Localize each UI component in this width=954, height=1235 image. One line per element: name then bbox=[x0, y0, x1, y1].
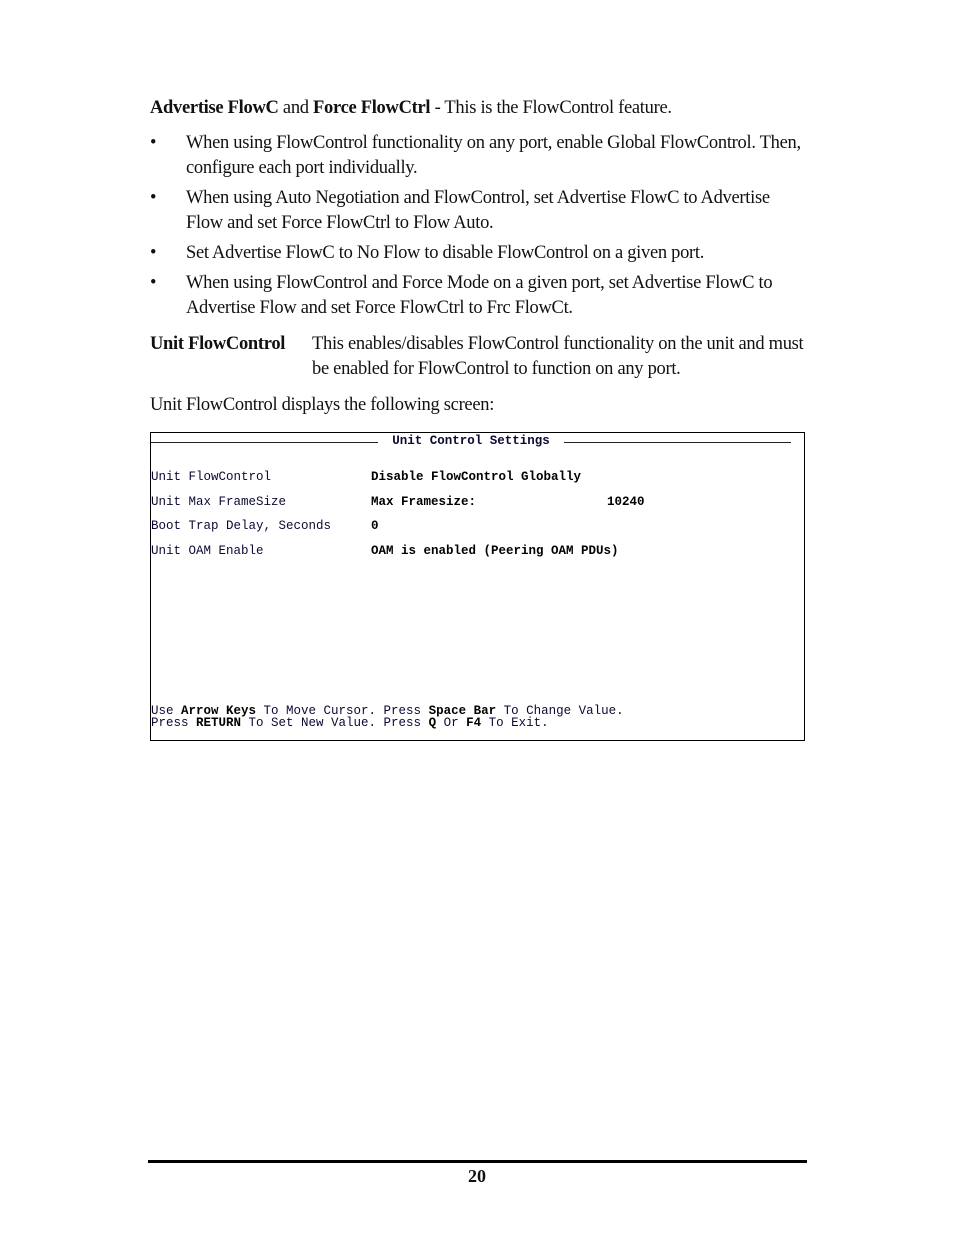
help-text: To Exit. bbox=[481, 716, 549, 730]
list-item bbox=[150, 271, 805, 321]
term-advertise-flowc: Advertise FlowC bbox=[150, 98, 279, 118]
page-number: 20 bbox=[468, 1166, 486, 1186]
setting-value: Max Framesize: bbox=[371, 495, 477, 509]
setting-label: Boot Trap Delay, Seconds bbox=[151, 519, 332, 533]
help-key: Arrow Keys bbox=[181, 704, 257, 718]
definition-term: Unit FlowControl bbox=[150, 334, 286, 354]
bullet-text: Set Advertise FlowC to No Flow to disable FlowControl on a given port. bbox=[186, 243, 705, 263]
help-text: Press bbox=[151, 716, 197, 730]
setting-label: Unit Max FrameSize bbox=[151, 495, 287, 509]
terminal-screenshot bbox=[150, 432, 805, 741]
bullet-icon: • bbox=[150, 273, 157, 293]
list-item bbox=[150, 186, 805, 236]
terminal-title: Unit Control Settings bbox=[392, 434, 550, 448]
list-item bbox=[150, 131, 805, 181]
bullet-text: When using FlowControl functionality on any port, enable Global FlowControl. Then, configure each port individually. bbox=[186, 133, 801, 178]
bullet-icon: • bbox=[150, 243, 157, 263]
setting-value[interactable]: 0 bbox=[371, 519, 379, 533]
help-key: F4 bbox=[466, 716, 482, 730]
term-force-flowctrl: Force FlowCtrl bbox=[313, 98, 431, 118]
terminal-header bbox=[151, 434, 791, 448]
header-rule-right bbox=[564, 442, 791, 443]
help-key: RETURN bbox=[196, 716, 242, 730]
intro-conjunction: and bbox=[278, 98, 314, 118]
max-framesize-value[interactable]: 10240 bbox=[607, 495, 645, 509]
bullet-text: When using Auto Negotiation and FlowControl, set Advertise FlowC to Advertise Flow and set Force FlowCtrl to Flow Auto. bbox=[186, 188, 770, 233]
bullet-text: When using FlowControl and Force Mode on a given port, set Advertise FlowC to Advertise Flow and set Force FlowCtrl to Frc FlowCt. bbox=[186, 273, 773, 318]
bullet-icon: • bbox=[150, 188, 157, 208]
unit-flowcontrol-definition bbox=[150, 332, 805, 382]
help-key: Q bbox=[428, 716, 437, 730]
help-key: Space Bar bbox=[428, 704, 497, 718]
help-text: To Move Cursor. Press bbox=[256, 704, 429, 718]
setting-value[interactable]: OAM is enabled (Peering OAM PDUs) bbox=[371, 544, 619, 558]
help-text: To Set New Value. Press bbox=[241, 716, 429, 730]
footer-rule bbox=[148, 1160, 807, 1163]
screen-intro: Unit FlowControl displays the following screen: bbox=[150, 395, 495, 415]
flowcontrol-intro bbox=[150, 96, 805, 121]
setting-label: Unit OAM Enable bbox=[151, 544, 264, 558]
header-rule-left bbox=[151, 442, 378, 443]
help-text: Or bbox=[436, 716, 467, 730]
help-text: Use bbox=[151, 704, 182, 718]
document-body bbox=[150, 96, 805, 418]
definition-description: This enables/disables FlowControl functionality on the unit and must be enabled for FlowControl to function on any port. bbox=[312, 334, 804, 379]
setting-label: Unit FlowControl bbox=[151, 470, 272, 484]
flowcontrol-bullet-list bbox=[150, 131, 805, 321]
list-item bbox=[150, 241, 805, 266]
bullet-icon: • bbox=[150, 133, 157, 153]
help-line-2 bbox=[151, 716, 549, 730]
intro-description: - This is the FlowControl feature. bbox=[430, 98, 672, 118]
setting-value[interactable]: Disable FlowControl Globally bbox=[371, 470, 582, 484]
help-text: To Change Value. bbox=[496, 704, 624, 718]
